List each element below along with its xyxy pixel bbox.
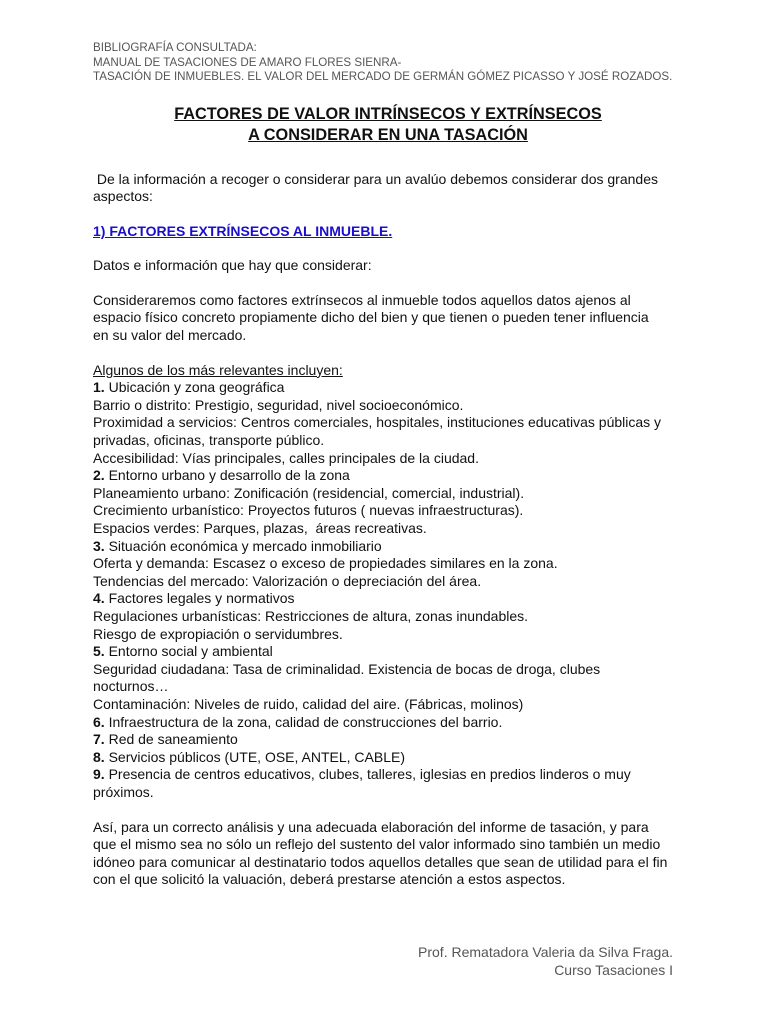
list-item — [93, 467, 683, 485]
definition-line: Consideraremos como factores extrínsecos al inmueble todos aquellos datos ajenos al — [93, 291, 631, 308]
title-line-2: A CONSIDERAR EN UNA TASACIÓN — [248, 125, 528, 144]
list-item — [93, 450, 683, 468]
list-item-text: Planeamiento urbano: Zonificación (residencial, comercial, industrial). — [93, 484, 525, 501]
list-item-text: Regulaciones urbanísticas: Restricciones de altura, zonas inundables. — [93, 607, 529, 624]
intro-paragraph — [93, 171, 683, 206]
list-lines — [93, 379, 683, 801]
bibliography — [93, 41, 683, 85]
list-item-text: Tendencias del mercado: Valorización o depreciación del área. — [93, 572, 482, 589]
bibliography-line: TASACIÓN DE INMUEBLES. EL VALOR DEL MERCADO DE GERMÁN GÓMEZ PICASSO Y JOSÉ ROZADOS. — [93, 70, 673, 83]
list-heading: Algunos de los más relevantes incluyen: — [93, 361, 343, 378]
list-item — [93, 432, 683, 450]
list-item — [93, 643, 683, 661]
conclusion-paragraph — [93, 819, 683, 889]
list-item-text: Oferta y demanda: Escasez o exceso de propiedades similares en la zona. — [93, 555, 558, 572]
list-item-number: 4. — [93, 590, 105, 607]
footer-author: Prof. Rematadora Valeria da Silva Fraga. — [418, 944, 673, 960]
list-item — [93, 414, 683, 432]
section-heading-link[interactable]: 1) FACTORES EXTRÍNSECOS AL INMUEBLE. — [93, 222, 393, 239]
list-item — [93, 766, 683, 784]
list-item — [93, 379, 683, 397]
bibliography-line: BIBLIOGRAFÍA CONSULTADA: — [93, 41, 257, 54]
list-item-text: Seguridad ciudadana: Tasa de criminalidad. Existencia de bocas de droga, clubes — [93, 660, 601, 677]
list-item-number: 3. — [93, 537, 105, 554]
list-item — [93, 784, 683, 802]
list-item — [93, 696, 683, 714]
list-item-text: Infraestructura de la zona, calidad de construcciones del barrio. — [104, 713, 503, 730]
list-item — [93, 538, 683, 556]
title-line-1: FACTORES DE VALOR INTRÍNSECOS Y EXTRÍNSECOS — [174, 104, 602, 123]
conclusion-line: que el mismo sea no sólo un reflejo del sustento del valor informado sino también un medio — [93, 836, 661, 853]
list-item-text: Espacios verdes: Parques, plazas, áreas recreativas. — [93, 520, 427, 536]
list-item — [93, 714, 683, 732]
conclusion-line: Así, para un correcto análisis y una adecuada elaboración del informe de tasación, y para — [93, 818, 649, 835]
list-item — [93, 678, 683, 696]
document-title — [93, 104, 683, 146]
list-item — [93, 555, 683, 573]
data-intro: Datos e información que hay que considerar: — [93, 257, 372, 274]
list-item — [93, 573, 683, 591]
list-item-text: privadas, oficinas, transporte público. — [93, 432, 325, 449]
definition-line: espacio físico concreto propiamente dicho del bien y que tienen o pueden tener influencia — [93, 309, 649, 326]
footer — [418, 944, 673, 979]
list-item — [93, 520, 683, 538]
bibliography-line: MANUAL DE TASACIONES DE AMARO FLORES SIENRA- — [93, 55, 402, 69]
list-item-text: Crecimiento urbanístico: Proyectos futuros ( nuevas infraestructuras). — [93, 502, 524, 519]
list-item-text: Barrio o distrito: Prestigio, seguridad, nivel socioeconómico. — [93, 396, 464, 413]
document-page — [93, 41, 683, 889]
list-item-number: 7. — [93, 731, 105, 748]
list-item-text: Riesgo de expropiación o servidumbres. — [93, 625, 343, 642]
definition-paragraph — [93, 292, 683, 345]
list-item-text: Factores legales y normativos — [104, 590, 295, 607]
list-item — [93, 626, 683, 644]
list-item-text: Contaminación: Niveles de ruido, calidad del aire. (Fábricas, molinos) — [93, 695, 524, 712]
list-item — [93, 749, 683, 767]
list-item — [93, 485, 683, 503]
list-item — [93, 590, 683, 608]
list-item-text: próximos. — [93, 783, 154, 800]
conclusion-line: idóneo para comunicar al destinatario todos aquellos detalles que sean de utilidad para el fin — [93, 853, 668, 870]
list-item-text: Red de saneamiento — [104, 731, 238, 748]
footer-course: Curso Tasaciones I — [554, 961, 673, 978]
list-item-number: 8. — [93, 748, 105, 765]
list-item-text: Ubicación y zona geográfica — [104, 379, 285, 396]
list-item-text: Presencia de centros educativos, clubes, talleres, iglesias en predios linderos o muy — [104, 766, 631, 783]
intro-line: De la información a recoger o considerar para un avalúo debemos considerar dos grandes — [93, 170, 658, 187]
list-item-text: Entorno social y ambiental — [104, 643, 273, 660]
intro-line: aspectos: — [93, 188, 153, 205]
list-item-text: Situación económica y mercado inmobiliario — [104, 537, 382, 554]
list-item-text: Servicios públicos (UTE, OSE, ANTEL, CABLE) — [104, 748, 406, 765]
definition-line: en su valor del mercado. — [93, 327, 247, 344]
conclusion-line: con el que solicitó la valuación, deberá prestarse atención a estos aspectos. — [93, 871, 566, 888]
list-item-text: Entorno urbano y desarrollo de la zona — [104, 467, 350, 484]
list-item-number: 6. — [93, 713, 105, 730]
list-item-number: 9. — [93, 766, 105, 783]
list-item-text: Accesibilidad: Vías principales, calles principales de la ciudad. — [93, 449, 479, 466]
list-item-number: 5. — [93, 643, 105, 660]
list-item — [93, 397, 683, 415]
list-item-text: nocturnos… — [93, 678, 169, 695]
list-item-number: 2. — [93, 467, 105, 484]
list-item — [93, 661, 683, 679]
list-item-number: 1. — [93, 379, 105, 396]
list-item — [93, 608, 683, 626]
list-item-text: Proximidad a servicios: Centros comerciales, hospitales, instituciones educativas públicas y — [93, 414, 662, 431]
list-item — [93, 502, 683, 520]
factor-list — [93, 362, 683, 802]
list-item — [93, 731, 683, 749]
